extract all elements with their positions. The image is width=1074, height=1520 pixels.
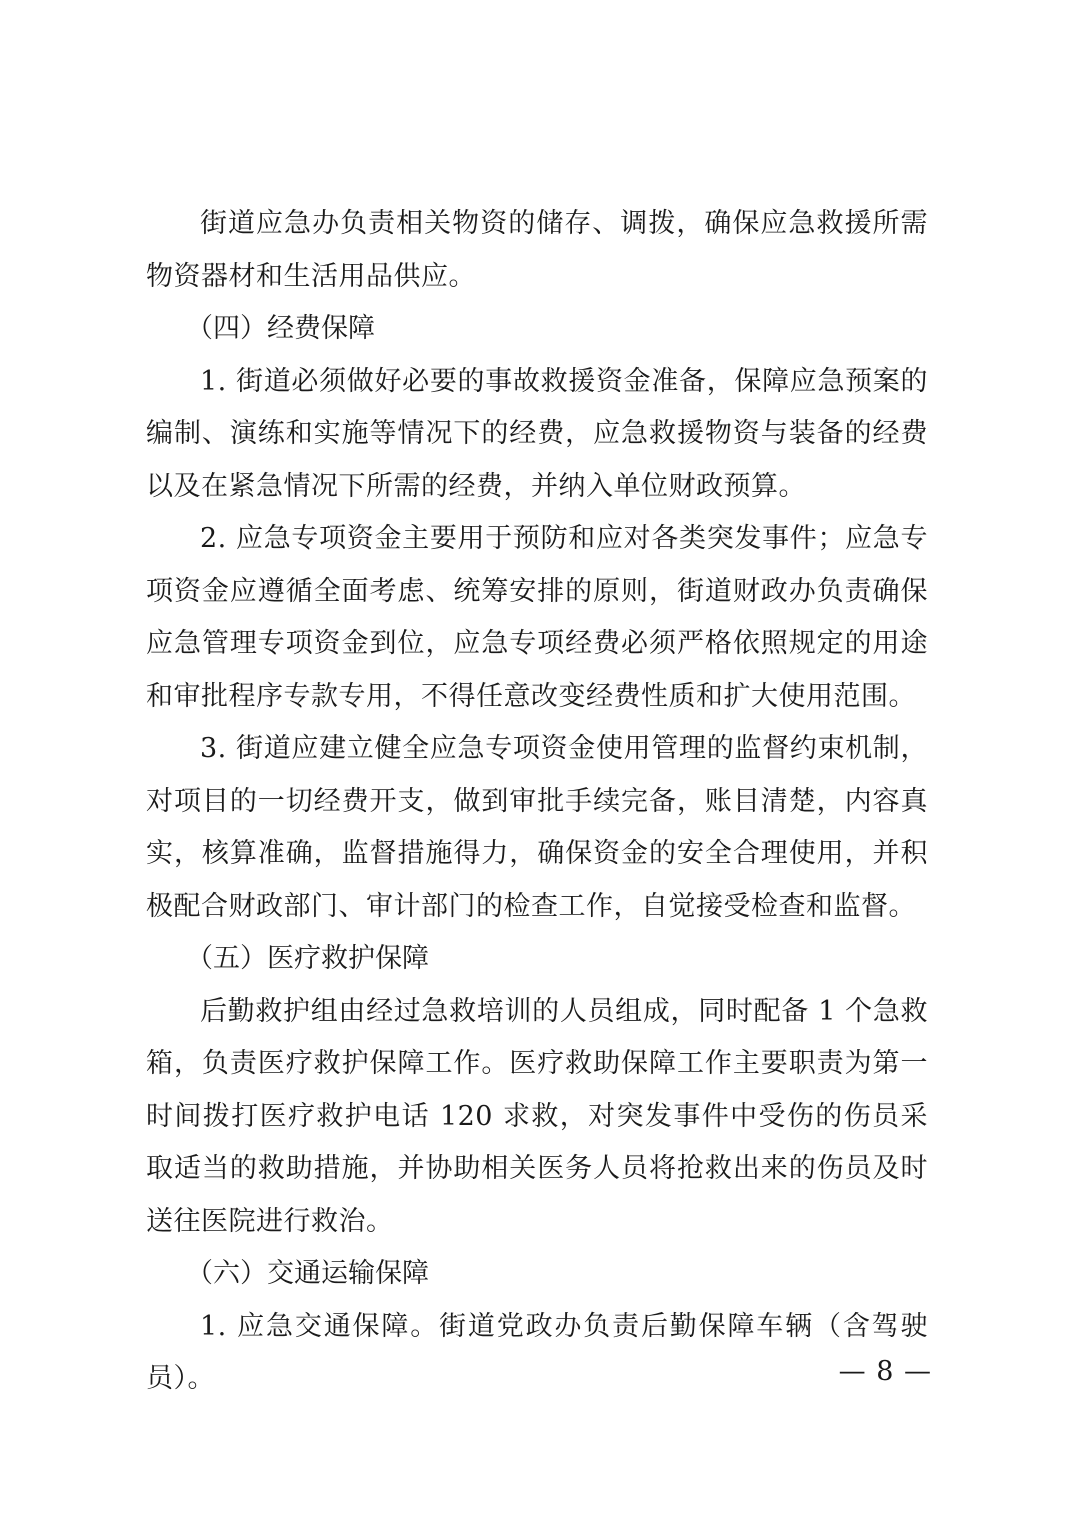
page-number: — 8 — [838,1356,932,1387]
section-heading-funding: （四）经费保障 [186,313,375,344]
document-body [146,198,928,1406]
paragraph-funding-1: 1. 街道必须做好必要的事故救援资金准备，保障应急预案的编制、演练和实施等情况下的经费，应急救援物资与装备的经费以及在紧急情况下所需的经费，并纳入单位财政预算。 [146,365,928,502]
paragraph-transport-1: 1. 应急交通保障。街道党政办负责后勤保障车辆（含驾驶员）。 [146,1310,928,1394]
section-heading-medical: （五）医疗救护保障 [186,943,429,974]
paragraph-medical: 后勤救护组由经过急救培训的人员组成，同时配备 1 个急救箱，负责医疗救护保障工作。医疗救助保障工作主要职责为第一时间拨打医疗救护电话 120 求救，对突发事件中受伤的伤员采取适当的救助措施，并协助相关医务人员将抢救出来的伤员及时送往医院进行救治。 [146,995,928,1237]
paragraph-materials: 街道应急办负责相关物资的储存、调拨，确保应急救援所需物资器材和生活用品供应。 [146,208,928,292]
paragraph-funding-2: 2. 应急专项资金主要用于预防和应对各类突发事件；应急专项资金应遵循全面考虑、统筹安排的原则，街道财政办负责确保应急管理专项资金到位，应急专项经费必须严格依照规定的用途和审批程序专款专用，不得任意改变经费性质和扩大使用范围。 [146,523,928,712]
section-heading-transport: （六）交通运输保障 [186,1258,429,1289]
paragraph-funding-3: 3. 街道应建立健全应急专项资金使用管理的监督约束机制，对项目的一切经费开支，做到审批手续完备，账目清楚，内容真实，核算准确，监督措施得力，确保资金的安全合理使用，并积极配合财政部门、审计部门的检查工作，自觉接受检查和监督。 [146,733,928,922]
